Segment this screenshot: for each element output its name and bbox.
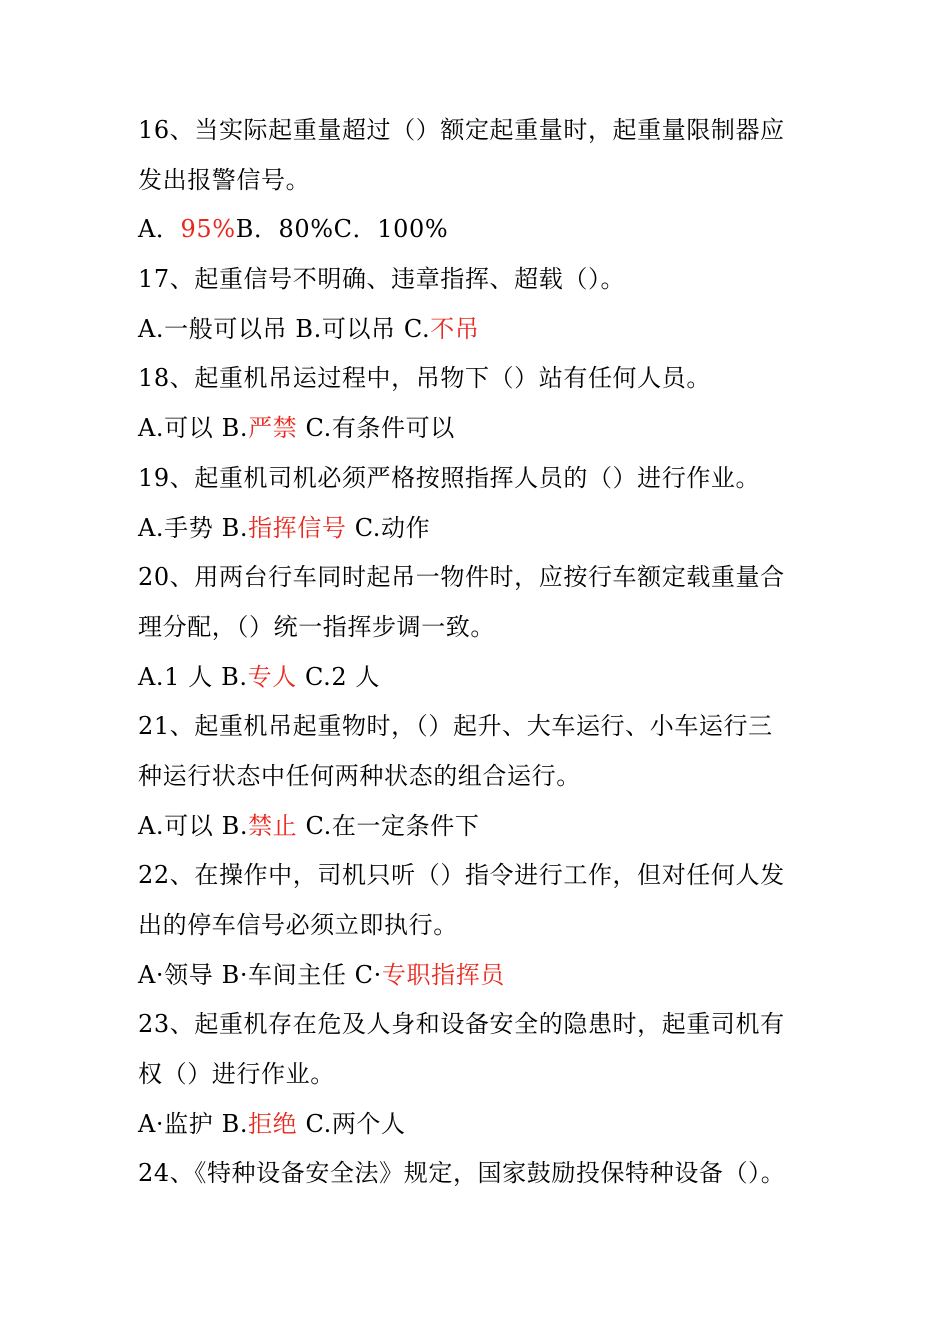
text-segment: 理分配，（）统一指挥步调一致。 bbox=[138, 612, 495, 641]
text-segment: A.一般可以吊 B.可以吊 C. bbox=[138, 314, 431, 343]
text-segment: 23、起重机存在危及人身和设备安全的隐患时，起重司机有 bbox=[138, 1010, 785, 1039]
text-segment: A·监护 B. bbox=[138, 1109, 249, 1138]
answer-highlight: 拒绝 bbox=[248, 1109, 298, 1138]
text-line bbox=[138, 404, 838, 454]
text-segment: A.手势 B. bbox=[138, 513, 249, 542]
text-segment: 种运行状态中任何两种状态的组合运行。 bbox=[138, 761, 581, 790]
text-line bbox=[138, 1100, 838, 1150]
text-segment: A.可以 B. bbox=[138, 414, 249, 443]
text-segment: C.2 人 bbox=[296, 662, 381, 691]
text-segment: 22、在操作中，司机只听（）指令进行工作，但对任何人发 bbox=[138, 861, 785, 890]
answer-highlight: 不吊 bbox=[430, 314, 480, 343]
text-line bbox=[138, 1149, 838, 1199]
text-line bbox=[138, 205, 838, 255]
text-line bbox=[138, 504, 838, 554]
text-line bbox=[138, 1000, 838, 1050]
text-line bbox=[138, 702, 838, 752]
text-line bbox=[138, 653, 838, 703]
text-segment: 16、当实际起重量超过（）额定起重量时，起重量限制器应 bbox=[138, 116, 785, 144]
text-line bbox=[138, 802, 838, 852]
text-segment: 19、起重机司机必须严格按照指挥人员的（）进行作业。 bbox=[138, 463, 761, 492]
text-segment: 24、《特种设备安全法》规定，国家鼓励投保特种设备（）。 bbox=[138, 1159, 786, 1188]
text-line bbox=[138, 354, 838, 404]
answer-highlight: 专人 bbox=[247, 662, 297, 691]
text-line bbox=[138, 106, 838, 156]
answer-highlight: 95% bbox=[180, 215, 236, 244]
answer-highlight: 禁止 bbox=[248, 811, 298, 840]
text-segment: B．80%C．100% bbox=[235, 215, 449, 244]
text-line bbox=[138, 603, 838, 653]
text-line bbox=[138, 1050, 838, 1100]
text-line bbox=[138, 901, 838, 951]
text-segment: A.1 人 B. bbox=[138, 662, 248, 691]
text-line bbox=[138, 255, 838, 305]
answer-highlight: 专职指挥员 bbox=[381, 960, 505, 989]
text-segment: C.两个人 bbox=[297, 1109, 406, 1138]
text-line bbox=[138, 553, 838, 603]
answer-highlight: 指挥信号 bbox=[248, 513, 347, 542]
text-segment: C.在一定条件下 bbox=[297, 811, 480, 840]
text-line bbox=[138, 752, 838, 802]
text-segment: 权（）进行作业。 bbox=[138, 1060, 335, 1089]
text-segment: A． bbox=[138, 215, 181, 244]
text-line bbox=[138, 454, 838, 504]
text-line bbox=[138, 156, 838, 206]
text-segment: C.有条件可以 bbox=[297, 414, 455, 443]
text-segment: 20、用两台行车同时起吊一物件时，应按行车额定载重量合 bbox=[138, 563, 785, 592]
text-segment: 出的停车信号必须立即执行。 bbox=[138, 911, 458, 939]
text-line bbox=[138, 951, 838, 1001]
question-list bbox=[138, 106, 838, 1199]
text-segment: 发出报警信号。 bbox=[138, 165, 311, 194]
text-segment: A·领导 B·车间主任 C· bbox=[138, 960, 382, 989]
text-segment: 18、起重机吊运过程中，吊物下（）站有任何人员。 bbox=[138, 364, 711, 393]
answer-highlight: 严禁 bbox=[248, 414, 298, 443]
text-segment: A.可以 B. bbox=[138, 811, 249, 840]
text-segment: 21、起重机吊起重物时，（）起升、大车运行、小车运行三 bbox=[138, 712, 773, 741]
text-line bbox=[138, 851, 838, 901]
text-segment: 17、起重信号不明确、违章指挥、超载（）。 bbox=[138, 265, 626, 294]
text-line bbox=[138, 305, 838, 355]
text-segment: C.动作 bbox=[346, 513, 431, 542]
